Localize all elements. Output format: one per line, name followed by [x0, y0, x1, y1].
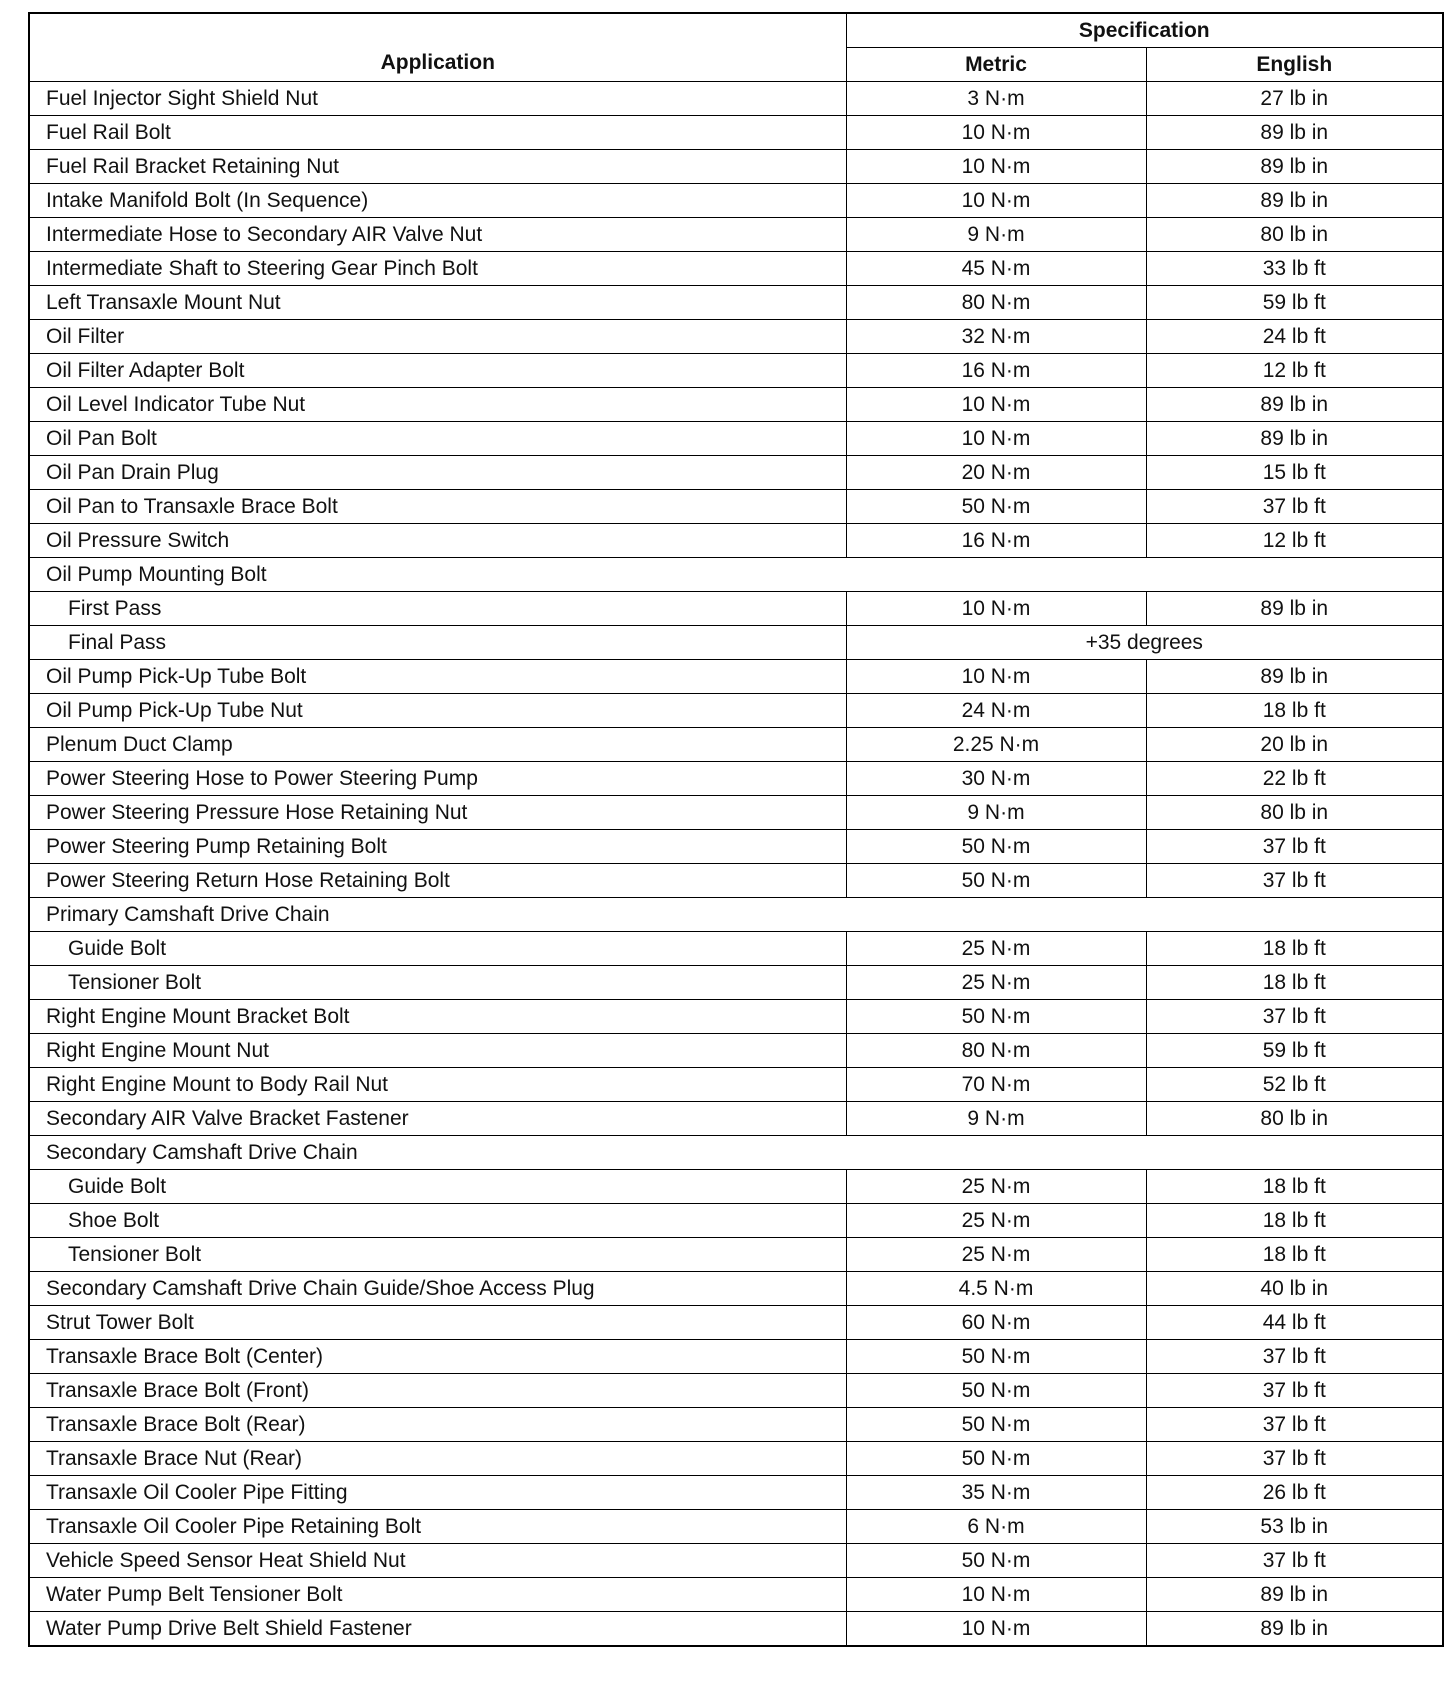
table-row — [29, 830, 1443, 864]
metric-cell: 4.5 N·m — [846, 1272, 1146, 1306]
english-cell: 53 lb in — [1146, 1510, 1443, 1544]
english-cell: 37 lb ft — [1146, 1000, 1443, 1034]
metric-cell: 10 N·m — [846, 184, 1146, 218]
application-cell: Transaxle Oil Cooler Pipe Fitting — [29, 1476, 846, 1510]
metric-cell: 35 N·m — [846, 1476, 1146, 1510]
metric-cell: 50 N·m — [846, 1442, 1146, 1476]
english-cell: 37 lb ft — [1146, 1374, 1443, 1408]
group-application-cell: Secondary Camshaft Drive Chain — [29, 1136, 1443, 1170]
application-cell: Transaxle Oil Cooler Pipe Retaining Bolt — [29, 1510, 846, 1544]
table-row — [29, 1442, 1443, 1476]
application-cell: Oil Pump Pick-Up Tube Bolt — [29, 660, 846, 694]
metric-cell: 10 N·m — [846, 1578, 1146, 1612]
table-body — [29, 82, 1443, 1647]
application-cell: Oil Pump Pick-Up Tube Nut — [29, 694, 846, 728]
application-cell: Fuel Rail Bracket Retaining Nut — [29, 150, 846, 184]
application-cell: Oil Level Indicator Tube Nut — [29, 388, 846, 422]
english-cell: 37 lb ft — [1146, 830, 1443, 864]
application-cell: Tensioner Bolt — [29, 1238, 846, 1272]
metric-cell: 20 N·m — [846, 456, 1146, 490]
metric-cell: 3 N·m — [846, 82, 1146, 116]
metric-cell: 25 N·m — [846, 1238, 1146, 1272]
application-cell: Oil Pressure Switch — [29, 524, 846, 558]
english-cell: 40 lb in — [1146, 1272, 1443, 1306]
english-cell: 80 lb in — [1146, 218, 1443, 252]
metric-cell: 50 N·m — [846, 1408, 1146, 1442]
metric-cell: 9 N·m — [846, 1102, 1146, 1136]
metric-cell: 60 N·m — [846, 1306, 1146, 1340]
english-cell: 89 lb in — [1146, 1612, 1443, 1647]
english-cell: 37 lb ft — [1146, 1544, 1443, 1578]
metric-cell: 70 N·m — [846, 1068, 1146, 1102]
table-row — [29, 150, 1443, 184]
application-cell: Oil Pan Drain Plug — [29, 456, 846, 490]
english-cell: 59 lb ft — [1146, 1034, 1443, 1068]
table-row — [29, 1578, 1443, 1612]
table-row — [29, 218, 1443, 252]
metric-cell: 9 N·m — [846, 218, 1146, 252]
metric-cell: 16 N·m — [846, 524, 1146, 558]
metric-cell: 9 N·m — [846, 796, 1146, 830]
english-cell: 18 lb ft — [1146, 1238, 1443, 1272]
application-cell: Transaxle Brace Bolt (Front) — [29, 1374, 846, 1408]
metric-cell: 80 N·m — [846, 286, 1146, 320]
table-row — [29, 422, 1443, 456]
application-cell: Oil Filter Adapter Bolt — [29, 354, 846, 388]
table-row — [29, 1068, 1443, 1102]
metric-cell: 50 N·m — [846, 1340, 1146, 1374]
group-application-cell: Oil Pump Mounting Bolt — [29, 558, 1443, 592]
application-cell: Power Steering Hose to Power Steering Pump — [29, 762, 846, 796]
english-cell: 27 lb in — [1146, 82, 1443, 116]
table-row — [29, 286, 1443, 320]
application-cell: Transaxle Brace Bolt (Rear) — [29, 1408, 846, 1442]
table-row — [29, 592, 1443, 626]
metric-cell: 10 N·m — [846, 1612, 1146, 1647]
table-row — [29, 796, 1443, 830]
application-cell: Transaxle Brace Bolt (Center) — [29, 1340, 846, 1374]
application-cell: Fuel Injector Sight Shield Nut — [29, 82, 846, 116]
application-cell: Right Engine Mount Bracket Bolt — [29, 1000, 846, 1034]
table-row — [29, 1272, 1443, 1306]
english-cell: 37 lb ft — [1146, 864, 1443, 898]
application-cell: Final Pass — [29, 626, 846, 660]
english-cell: 89 lb in — [1146, 150, 1443, 184]
english-cell: 80 lb in — [1146, 1102, 1443, 1136]
application-cell: Guide Bolt — [29, 1170, 846, 1204]
table-row — [29, 694, 1443, 728]
english-cell: 26 lb ft — [1146, 1476, 1443, 1510]
table-row — [29, 1034, 1443, 1068]
application-cell: Plenum Duct Clamp — [29, 728, 846, 762]
table-row — [29, 1170, 1443, 1204]
english-cell: 59 lb ft — [1146, 286, 1443, 320]
table-row — [29, 1102, 1443, 1136]
english-cell: 89 lb in — [1146, 184, 1443, 218]
metric-cell: 10 N·m — [846, 388, 1146, 422]
application-cell: Power Steering Pressure Hose Retaining Nut — [29, 796, 846, 830]
table-row — [29, 1306, 1443, 1340]
application-cell: Shoe Bolt — [29, 1204, 846, 1238]
english-cell: 37 lb ft — [1146, 1340, 1443, 1374]
table-row — [29, 388, 1443, 422]
table-row — [29, 1544, 1443, 1578]
table-row — [29, 728, 1443, 762]
header-row-top — [29, 13, 1443, 48]
table-row — [29, 252, 1443, 286]
application-cell: Intermediate Hose to Secondary AIR Valve Nut — [29, 218, 846, 252]
table-row — [29, 1476, 1443, 1510]
english-cell: 89 lb in — [1146, 388, 1443, 422]
metric-cell: 50 N·m — [846, 1544, 1146, 1578]
metric-column-header: Metric — [846, 48, 1146, 82]
application-cell: Power Steering Pump Retaining Bolt — [29, 830, 846, 864]
english-cell: 18 lb ft — [1146, 1204, 1443, 1238]
table-row — [29, 762, 1443, 796]
table-row — [29, 966, 1443, 1000]
table-row — [29, 1408, 1443, 1442]
metric-cell: 10 N·m — [846, 592, 1146, 626]
application-cell: Oil Pan Bolt — [29, 422, 846, 456]
english-cell: 18 lb ft — [1146, 694, 1443, 728]
table-row — [29, 1000, 1443, 1034]
metric-cell: 6 N·m — [846, 1510, 1146, 1544]
application-cell: Intake Manifold Bolt (In Sequence) — [29, 184, 846, 218]
table-row — [29, 660, 1443, 694]
english-cell: 18 lb ft — [1146, 1170, 1443, 1204]
application-cell: Water Pump Belt Tensioner Bolt — [29, 1578, 846, 1612]
application-cell: Secondary AIR Valve Bracket Fastener — [29, 1102, 846, 1136]
specification-column-header: Specification — [846, 13, 1443, 48]
application-cell: Right Engine Mount to Body Rail Nut — [29, 1068, 846, 1102]
metric-cell: 10 N·m — [846, 422, 1146, 456]
table-row — [29, 864, 1443, 898]
table-row — [29, 354, 1443, 388]
table-row — [29, 490, 1443, 524]
english-cell: 44 lb ft — [1146, 1306, 1443, 1340]
metric-cell: 50 N·m — [846, 830, 1146, 864]
metric-cell: 25 N·m — [846, 1204, 1146, 1238]
metric-cell: 50 N·m — [846, 1000, 1146, 1034]
english-cell: 89 lb in — [1146, 1578, 1443, 1612]
application-cell: Intermediate Shaft to Steering Gear Pinch Bolt — [29, 252, 846, 286]
table-row — [29, 116, 1443, 150]
metric-cell: 25 N·m — [846, 1170, 1146, 1204]
table-row — [29, 932, 1443, 966]
table-header — [29, 13, 1443, 82]
table-row — [29, 626, 1443, 660]
application-cell: Right Engine Mount Nut — [29, 1034, 846, 1068]
metric-cell: 50 N·m — [846, 864, 1146, 898]
application-cell: Oil Pan to Transaxle Brace Bolt — [29, 490, 846, 524]
application-cell: Water Pump Drive Belt Shield Fastener — [29, 1612, 846, 1647]
metric-cell: 32 N·m — [846, 320, 1146, 354]
group-application-cell: Primary Camshaft Drive Chain — [29, 898, 1443, 932]
english-cell: 37 lb ft — [1146, 1408, 1443, 1442]
table-row — [29, 1204, 1443, 1238]
metric-cell: 45 N·m — [846, 252, 1146, 286]
english-cell: 37 lb ft — [1146, 1442, 1443, 1476]
english-cell: 12 lb ft — [1146, 524, 1443, 558]
metric-cell: 10 N·m — [846, 116, 1146, 150]
metric-cell: 16 N·m — [846, 354, 1146, 388]
english-cell: 89 lb in — [1146, 660, 1443, 694]
english-cell: 24 lb ft — [1146, 320, 1443, 354]
table-group-row — [29, 558, 1443, 592]
metric-cell: 10 N·m — [846, 660, 1146, 694]
table-row — [29, 82, 1443, 116]
table-row — [29, 1612, 1443, 1647]
application-cell: Transaxle Brace Nut (Rear) — [29, 1442, 846, 1476]
table-row — [29, 184, 1443, 218]
table-group-row — [29, 898, 1443, 932]
application-cell: Vehicle Speed Sensor Heat Shield Nut — [29, 1544, 846, 1578]
english-cell: 12 lb ft — [1146, 354, 1443, 388]
spanned-spec-cell: +35 degrees — [846, 626, 1443, 660]
application-cell: Guide Bolt — [29, 932, 846, 966]
torque-specification-table — [28, 12, 1444, 1647]
metric-cell: 50 N·m — [846, 490, 1146, 524]
table-row — [29, 1374, 1443, 1408]
english-cell: 18 lb ft — [1146, 932, 1443, 966]
table-row — [29, 524, 1443, 558]
application-cell: Strut Tower Bolt — [29, 1306, 846, 1340]
metric-cell: 2.25 N·m — [846, 728, 1146, 762]
table-row — [29, 320, 1443, 354]
metric-cell: 25 N·m — [846, 932, 1146, 966]
application-cell: Tensioner Bolt — [29, 966, 846, 1000]
english-cell: 22 lb ft — [1146, 762, 1443, 796]
application-cell: Oil Filter — [29, 320, 846, 354]
english-cell: 37 lb ft — [1146, 490, 1443, 524]
metric-cell: 24 N·m — [846, 694, 1146, 728]
application-cell: First Pass — [29, 592, 846, 626]
table-row — [29, 1238, 1443, 1272]
table-row — [29, 1510, 1443, 1544]
english-cell: 18 lb ft — [1146, 966, 1443, 1000]
metric-cell: 80 N·m — [846, 1034, 1146, 1068]
metric-cell: 10 N·m — [846, 150, 1146, 184]
table-row — [29, 456, 1443, 490]
application-cell: Fuel Rail Bolt — [29, 116, 846, 150]
application-cell: Secondary Camshaft Drive Chain Guide/Shoe Access Plug — [29, 1272, 846, 1306]
application-cell: Power Steering Return Hose Retaining Bolt — [29, 864, 846, 898]
english-cell: 89 lb in — [1146, 116, 1443, 150]
application-column-header: Application — [29, 13, 846, 82]
metric-cell: 30 N·m — [846, 762, 1146, 796]
metric-cell: 50 N·m — [846, 1374, 1146, 1408]
english-cell: 33 lb ft — [1146, 252, 1443, 286]
application-cell: Left Transaxle Mount Nut — [29, 286, 846, 320]
english-cell: 20 lb in — [1146, 728, 1443, 762]
table-row — [29, 1340, 1443, 1374]
english-cell: 89 lb in — [1146, 592, 1443, 626]
english-cell: 15 lb ft — [1146, 456, 1443, 490]
table-group-row — [29, 1136, 1443, 1170]
english-cell: 80 lb in — [1146, 796, 1443, 830]
english-column-header: English — [1146, 48, 1443, 82]
english-cell: 89 lb in — [1146, 422, 1443, 456]
english-cell: 52 lb ft — [1146, 1068, 1443, 1102]
metric-cell: 25 N·m — [846, 966, 1146, 1000]
